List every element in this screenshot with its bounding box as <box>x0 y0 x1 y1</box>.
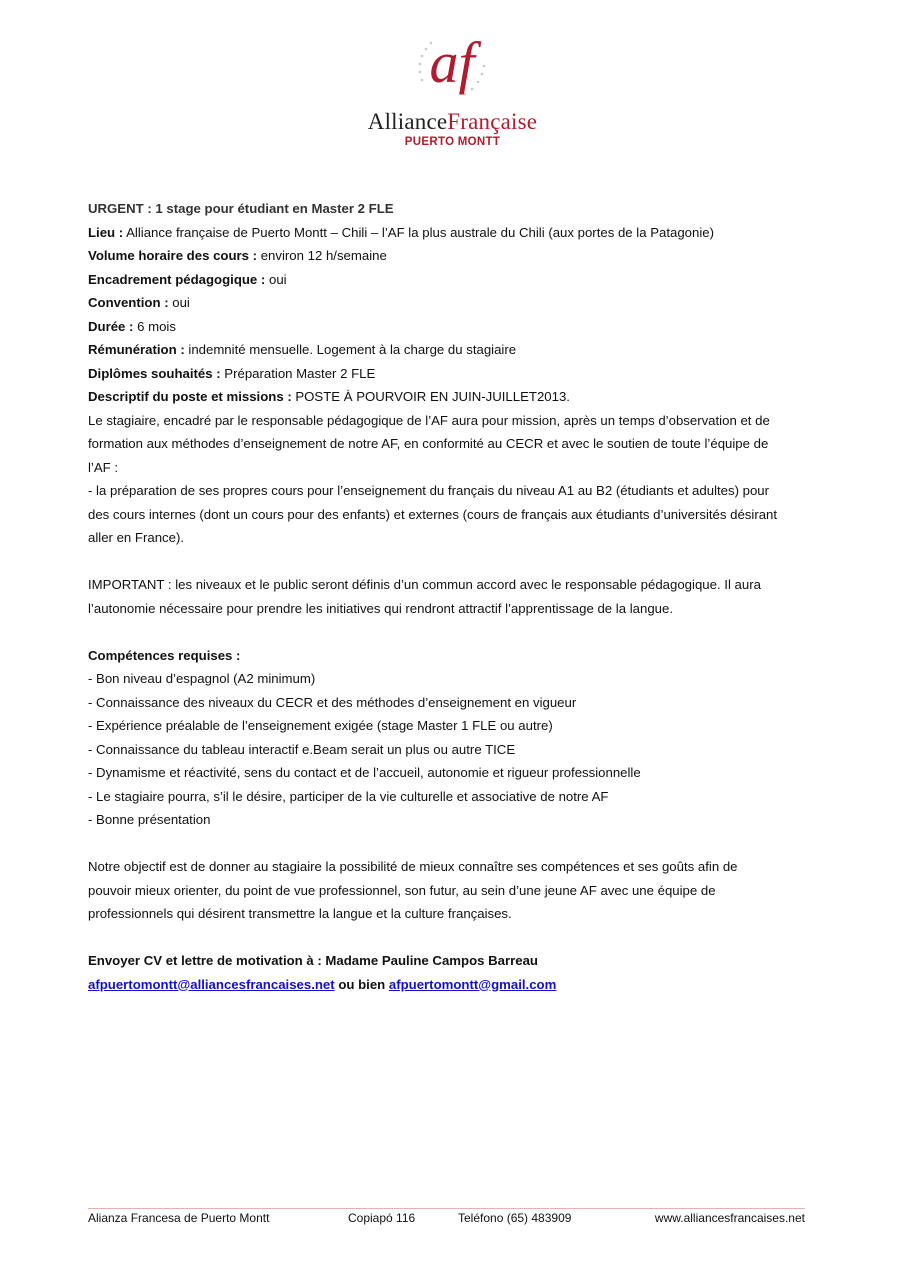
footer-website: www.alliancesfrancaises.net <box>654 1211 805 1225</box>
contact-line: Envoyer CV et lettre de motivation à : Madame Pauline Campos Barreau <box>88 953 538 968</box>
field-volume-horaire: Volume horaire des cours : environ 12 h/semaine <box>88 248 387 263</box>
paragraph-spacer <box>88 832 813 856</box>
urgent-heading: URGENT : 1 stage pour étudiant en Master 2 FLE <box>88 201 394 216</box>
field-lieu: Lieu : Alliance française de Puerto Montt – Chili – l’AF la plus australe du Chili (aux portes de la Patagonie) <box>88 224 714 240</box>
paragraph-spacer <box>88 550 813 574</box>
competence-item: - Le stagiaire pourra, s’il le désire, participer de la vie culturelle et associative de notre AF <box>88 788 609 804</box>
competence-item: - Dynamisme et réactivité, sens du contact et de l’accueil, autonomie et rigueur professionnelle <box>88 765 641 780</box>
field-duree: Durée : 6 mois <box>88 318 176 334</box>
logo-city: PUERTO MONTT <box>404 136 501 148</box>
email-joiner: ou bien <box>334 976 389 992</box>
competence-item: - Connaissance des niveaux du CECR et des méthodes d’enseignement en vigueur <box>88 694 577 710</box>
footer-phone: Teléfono (65) 483909 <box>458 1211 572 1225</box>
competence-item: - Bonne présentation <box>88 812 211 827</box>
mission-line: aller en France). <box>88 530 185 545</box>
paragraph-spacer <box>88 926 813 950</box>
important-line: l’autonomie nécessaire pour prendre les initiatives qui rendront attractif l’apprentissage de la langue. <box>88 600 673 616</box>
mission-line: Le stagiaire, encadré par le responsable pédagogique de l’AF aura pour mission, après un temps d’observation et de <box>88 412 770 428</box>
field-diplomes: Diplômes souhaités : Préparation Master 2 FLE <box>88 365 376 381</box>
footer-org: Alianza Francesa de Puerto Montt <box>88 1211 270 1225</box>
objectif-line: pouvoir mieux orienter, du point de vue professionnel, son futur, au sein d’une jeune AF avec une équipe de <box>88 882 716 898</box>
logo-brand-francaise: Française <box>447 109 538 134</box>
document-body <box>88 197 813 996</box>
field-convention: Convention : oui <box>88 295 190 310</box>
email-link-gmail[interactable]: afpuertomontt@gmail.com <box>388 976 557 992</box>
footer-divider <box>88 1208 805 1209</box>
footer-address: Copiapó 116 <box>348 1211 416 1225</box>
alliance-francaise-logo <box>0 22 905 148</box>
competence-item: - Bon niveau d’espagnol (A2 minimum) <box>88 671 316 686</box>
mission-line: - la préparation de ses propres cours pour l’enseignement du français du niveau A1 au B2 (étudiants et adultes) pour <box>88 483 770 498</box>
competence-item: - Expérience préalable de l’enseignement exigée (stage Master 1 FLE ou autre) <box>88 718 553 733</box>
objectif-line: Notre objectif est de donner au stagiaire la possibilité de mieux connaître ses compétences et ses goûts afin de <box>88 859 738 874</box>
mission-line: l’AF : <box>88 459 119 475</box>
svg-text:af: af <box>428 30 475 95</box>
objectif-line: professionnels qui désirent transmettre la langue et la culture françaises. <box>88 906 512 921</box>
paragraph-spacer <box>88 620 813 644</box>
mission-line: des cours internes (dont un cours pour des enfants) et externes (cours de français aux étudiants d’universités désirant <box>88 506 778 522</box>
email-line <box>88 973 813 997</box>
email-link-alliance[interactable]: afpuertomontt@alliancesfrancaises.net <box>88 976 335 992</box>
af-logo-icon <box>408 22 498 104</box>
competences-heading: Compétences requises : <box>88 647 241 663</box>
field-descriptif: Descriptif du poste et missions : POSTE À POURVOIR EN JUIN-JUILLET2013. <box>88 389 570 404</box>
field-encadrement: Encadrement pédagogique : oui <box>88 271 287 287</box>
page-footer <box>88 1211 805 1227</box>
logo-brand-alliance: Alliance <box>367 109 448 134</box>
important-line: IMPORTANT : les niveaux et le public seront définis d’un commun accord avec le responsable pédagogique. Il aura <box>88 577 761 592</box>
mission-line: formation aux méthodes d’enseignement de notre AF, en conformité au CECR et avec le soutien de toute l’équipe de <box>88 436 769 451</box>
field-remuneration: Rémunération : indemnité mensuelle. Logement à la charge du stagiaire <box>88 342 517 357</box>
logo-wordmark <box>0 108 905 136</box>
competence-item: - Connaissance du tableau interactif e.Beam serait un plus ou autre TICE <box>88 741 516 757</box>
